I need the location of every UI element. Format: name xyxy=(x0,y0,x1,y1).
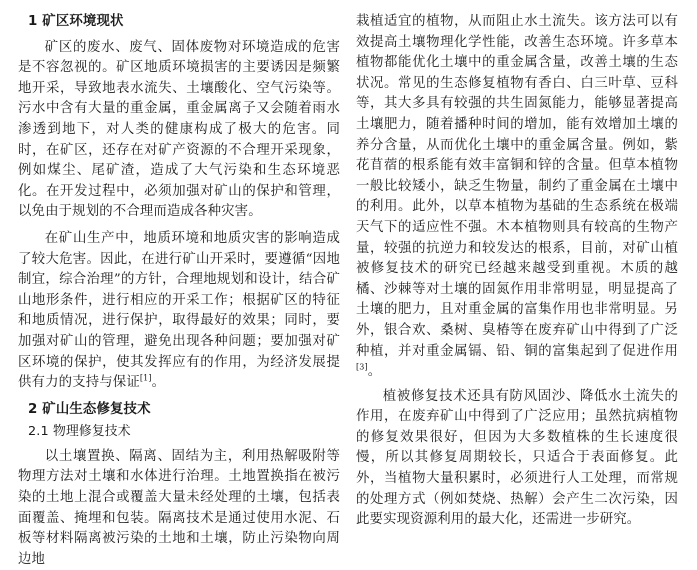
paragraph-geological-hazards-text: 在矿山生产中，地质环境和地质灾害的影响造成了较大危害。因此，在进行矿山开采时，要遵循“因地制宜，综合治理”的方针，合理地规划和设计，结合矿山地形条件，进行相应的开采工作；根据矿区的特征和地质情况，进行保护，取得最好的效果；同时，要加强对矿山的管理，避免出现各种问题；要加强对矿区环境的保护，使其发挥应有的作用，为经济发展提供有力的支持与保证 xyxy=(18,230,340,391)
paragraph-vegetation-benefits: 植被修复技术还具有防风固沙、降低水土流失的作用，在废弃矿山中得到了广泛应用；虽然抗病植物的修复效果很好，但因为大多数植株的生长速度很慢，所以其修复周期较长，只适合于表面修复。此外，当植物大量积累时，必须进行人工处理，而常规的处理方式（例如焚烧、热解）会产生二次污染，因此要实现资源利用的最大化，还需进一步研究。 xyxy=(356,388,678,528)
left-column xyxy=(18,0,340,567)
section-2-heading: 2 矿山生态修复技术 xyxy=(28,401,151,417)
section-2-1-heading: 2.1 物理修复技术 xyxy=(28,424,131,440)
paragraph-mining-environment: 矿区的废水、废气、固体废物对环境造成的危害是不容忽视的。矿区地质环境损害的主要诱因是频繁地开采，导致地表水流失、土壤酸化、空气污染等。污水中含有大量的重金属，重金属离子又会随着雨水渗透到地下，对人类的健康构成了极大的危害。同时，在矿区，还存在对矿产资源的不合理开采现象，例如煤尘、尾矿渣，造成了大气污染和生态环境恶化。在开发过程中，必须加强对矿山的保护和管理，以免由于规划的不合理而造成各种灾害。 xyxy=(18,39,340,220)
paragraph-plant-remediation xyxy=(356,12,678,383)
paragraph-end-mark: 。 xyxy=(367,364,382,380)
section-1-heading: 1 矿区环境现状 xyxy=(28,14,124,29)
paragraph-end-mark: 。 xyxy=(151,375,166,391)
paragraph-plant-remediation-text: 栽植适宜的植物，从而阻止水土流失。该方法可以有效提高土壤物理化学性能，改善生态环境。许多草本植物都能优化土壤中的重金属含量，改善土壤的生态状况。常见的生态修复植物有香白、白三叶草、豆科等，其大多具有较强的共生固氮能力，能够显著提高土壤肥力，随着播种时间的增加，能有效增加土壤的养分含量，从而优化土壤中的重金属含量。例如，紫花苜蓿的根系能有效丰富铜和锌的含量。但草本植物一般比较矮小，缺乏生物量，制约了重金属在土壤中的利用。此外，以草本植物为基础的生态系统在极端天气下的适应性不强。木本植物则具有较高的生物产量，较强的抗逆力和较发达的根系，目前，对矿山植被修复技术的研究已经越来越受到重视。木质的越橘、沙棘等对土壤的固氮作用非常明显，明显提高了土壤的肥力，且对重金属的富集作用也非常明显。另外，银合欢、桑树、臭椿等在废弃矿山中得到了广泛种植，并对重金属镉、铅、铜的富集起到了促进作用 xyxy=(356,14,678,359)
citation-3: [3] xyxy=(356,362,368,372)
paragraph-physical-remediation-clip xyxy=(18,447,340,567)
paragraph-physical-remediation: 以土壤置换、隔离、固结为主，利用热解吸附等物理方法对土壤和水体进行治理。土地置换指在被污染的土地上混合或覆盖大量未经处理的土壤，包括表面覆盖、掩埋和包装。隔离技术是通过使用水泥、石板等材料隔离被污染的土地和土壤，防止污染物向周边地 xyxy=(18,448,340,567)
citation-1: [1] xyxy=(139,373,152,383)
paragraph-geological-hazards xyxy=(18,229,340,394)
right-column xyxy=(356,0,678,531)
